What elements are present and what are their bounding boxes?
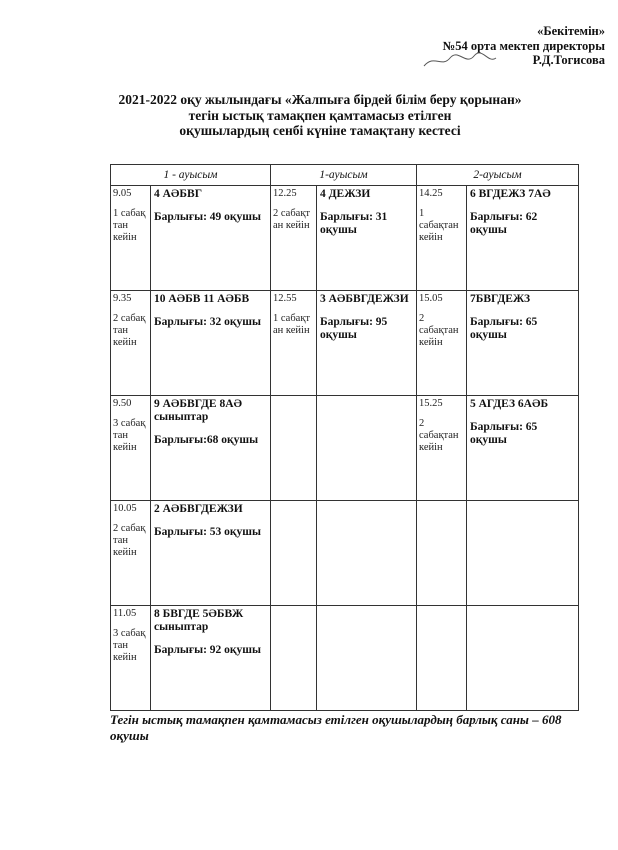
total-summary: Тегін ыстық тамақпен қамтамасыз етілген оқушылардың барлық саны – 608 оқушы — [110, 712, 562, 743]
table-row — [111, 501, 579, 606]
class-cell: 9 АӘБВГДЕ 8АӘ сыныптар Барлығы:68 оқушы — [151, 396, 271, 501]
approval-line-2: №54 орта мектеп директоры — [442, 38, 605, 53]
class-cell: 4 АӘБВГ Барлығы: 49 оқушы — [151, 186, 271, 291]
time-cell: 15.05 2 сабақтан кейін — [417, 291, 467, 396]
schedule-table — [110, 164, 579, 711]
class-cell: 8 БВГДЕ 5ӘБВЖ сыныптар Барлығы: 92 оқушы — [151, 606, 271, 711]
approval-line-1: «Бекітемін» — [537, 24, 605, 38]
class-cell: 10 АӘБВ 11 АӘБВ Барлығы: 32 оқушы — [151, 291, 271, 396]
table-row — [111, 186, 579, 291]
time-cell: 12.55 1 сабақт ан кейін — [271, 291, 317, 396]
table-row — [111, 606, 579, 711]
class-cell: 6 ВГДЕЖЗ 7АӘ Барлығы: 62 оқушы — [467, 186, 579, 291]
class-cell — [467, 501, 579, 606]
time-cell — [271, 501, 317, 606]
time-cell — [417, 501, 467, 606]
header-shift-2: 2-ауысым — [417, 165, 579, 186]
time-cell: 12.25 2 сабақт ан кейін — [271, 186, 317, 291]
class-cell: 7БВГДЕЖЗ Барлығы: 65 оқушы — [467, 291, 579, 396]
time-cell — [271, 396, 317, 501]
time-cell: 14.25 1 сабақтан кейін — [417, 186, 467, 291]
class-cell — [317, 396, 417, 501]
time-cell: 15.25 2 сабақтан кейін — [417, 396, 467, 501]
approval-line-3: Р.Д.Тогисова — [532, 53, 605, 67]
class-cell: 2 АӘБВГДЕЖЗИ Барлығы: 53 оқушы — [151, 501, 271, 606]
class-cell: 5 АГДЕЗ 6АӘБ Барлығы: 65 оқушы — [467, 396, 579, 501]
page-title — [90, 92, 550, 139]
header-shift-1: 1 - ауысым — [111, 165, 271, 186]
class-cell — [467, 606, 579, 711]
table-row — [111, 291, 579, 396]
time-cell: 9.05 1 сабақ тан кейін — [111, 186, 151, 291]
time-cell — [271, 606, 317, 711]
title-line-3: оқушылардың сенбі күніне тамақтану кестесі — [179, 123, 461, 138]
class-cell — [317, 501, 417, 606]
time-cell: 11.05 3 сабақ тан кейін — [111, 606, 151, 711]
time-cell: 9.35 2 сабақ тан кейін — [111, 291, 151, 396]
time-cell: 10.05 2 сабақ тан кейін — [111, 501, 151, 606]
title-line-2: тегін ыстық тамақпен қамтамасыз етілген — [188, 107, 452, 123]
title-line-1: 2021-2022 оқу жылындағы «Жалпыға бірдей білім беру қорынан» — [118, 92, 522, 107]
class-cell: 4 ДЕЖЗИ Барлығы: 31 оқушы — [317, 186, 417, 291]
class-cell — [317, 606, 417, 711]
table-row — [111, 396, 579, 501]
header-shift-1b: 1-ауысым — [271, 165, 417, 186]
time-cell: 9.50 3 сабақ тан кейін — [111, 396, 151, 501]
signature-mark — [420, 50, 500, 72]
class-cell: 3 АӘБВГДЕЖЗИ Барлығы: 95 оқушы — [317, 291, 417, 396]
time-cell — [417, 606, 467, 711]
